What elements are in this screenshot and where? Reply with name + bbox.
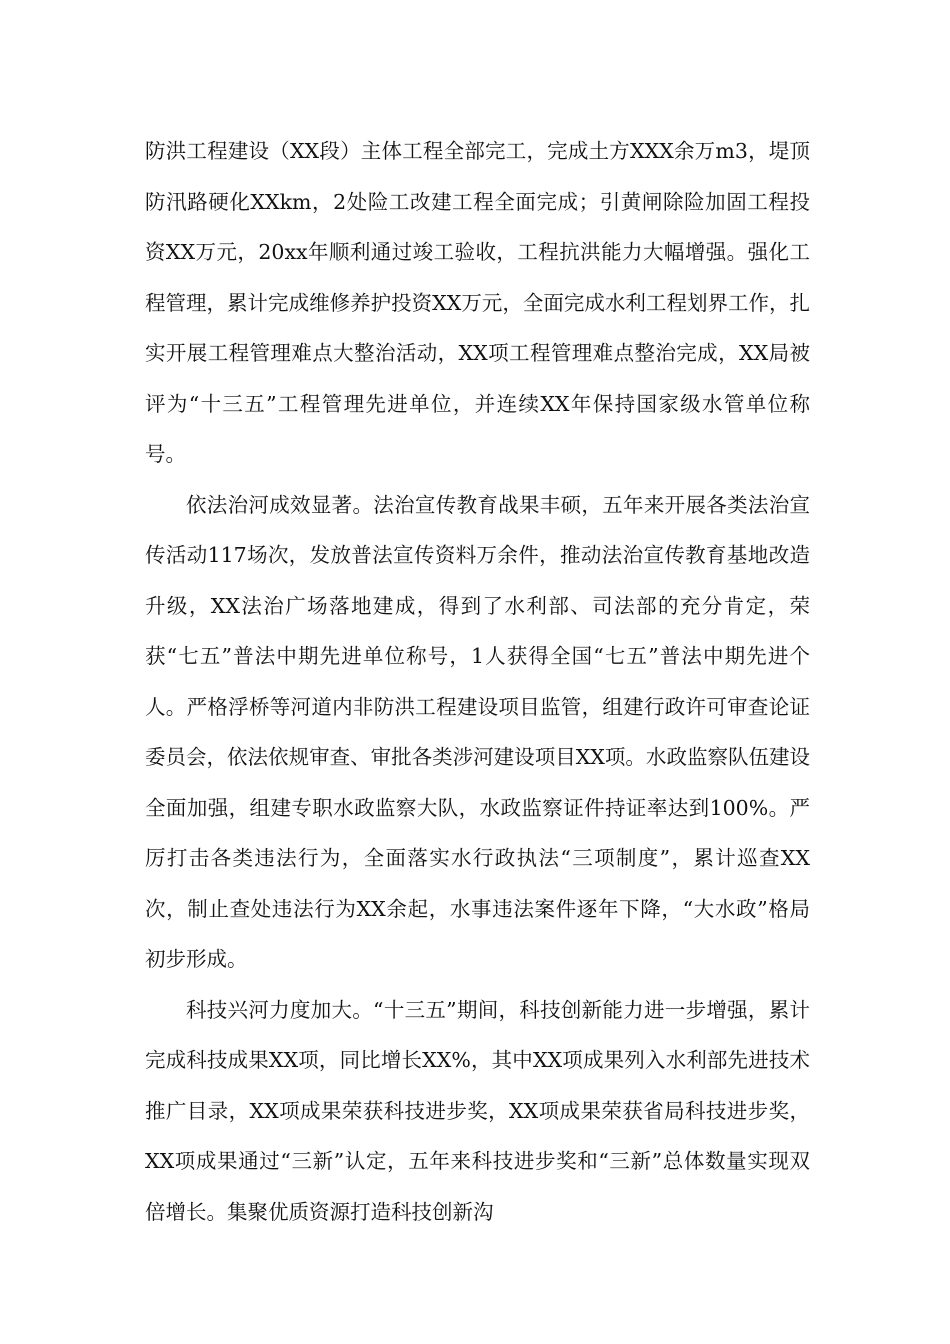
paragraph-flood-control-engineering: 防洪工程建设（XX段）主体工程全部完工，完成土方XXX余万m3，堤顶防汛路硬化XXkm，2处险工改建工程全面完成；引黄闸除险加固工程投资XX万元，20xx年顺利通过竣工验收，工程抗洪能力大幅增强。强化工程管理，累计完成维修养护投资XX万元，全面完成水利工程划界工作，扎实开展工程管理难点大整治活动，XX项工程管理难点整治完成，XX局被评为“十三五”工程管理先进单位，并连续XX年保持国家级水管单位称号。	[145, 139, 810, 466]
paragraph-rule-of-law: 依法治河成效显著。法治宣传教育战果丰硕，五年来开展各类法治宣传活动117场次，发放普法宣传资料万余件，推动法治宣传教育基地改造升级，XX法治广场落地建成，得到了水利部、司法部的充分肯定，荣获“七五”普法中期先进单位称号，1人获得全国“七五”普法中期先进个人。严格浮桥等河道内非防洪工程建设项目监管，组建行政许可审查论证委员会，依法依规审查、审批各类涉河建设项目XX项。水政监察队伍建设全面加强，组建专职水政监察大队，水政监察证件持证率达到100%。严厉打击各类违法行为，全面落实水行政执法“三项制度”，累计巡查XX次，制止查处违法行为XX余起，水事违法案件逐年下降，“大水政”格局初步形成。	[145, 492, 810, 971]
document-body	[145, 126, 810, 1237]
paragraph-science-technology: 科技兴河力度加大。“十三五”期间，科技创新能力进一步增强，累计完成科技成果XX项，同比增长XX%，其中XX项成果列入水利部先进技术推广目录，XX项成果荣获科技进步奖，XX项成果荣获省局科技进步奖，XX项成果通过“三新”认定，五年来科技进步奖和“三新”总体数量实现双倍增长。集聚优质资源打造科技创新沟	[145, 997, 810, 1224]
